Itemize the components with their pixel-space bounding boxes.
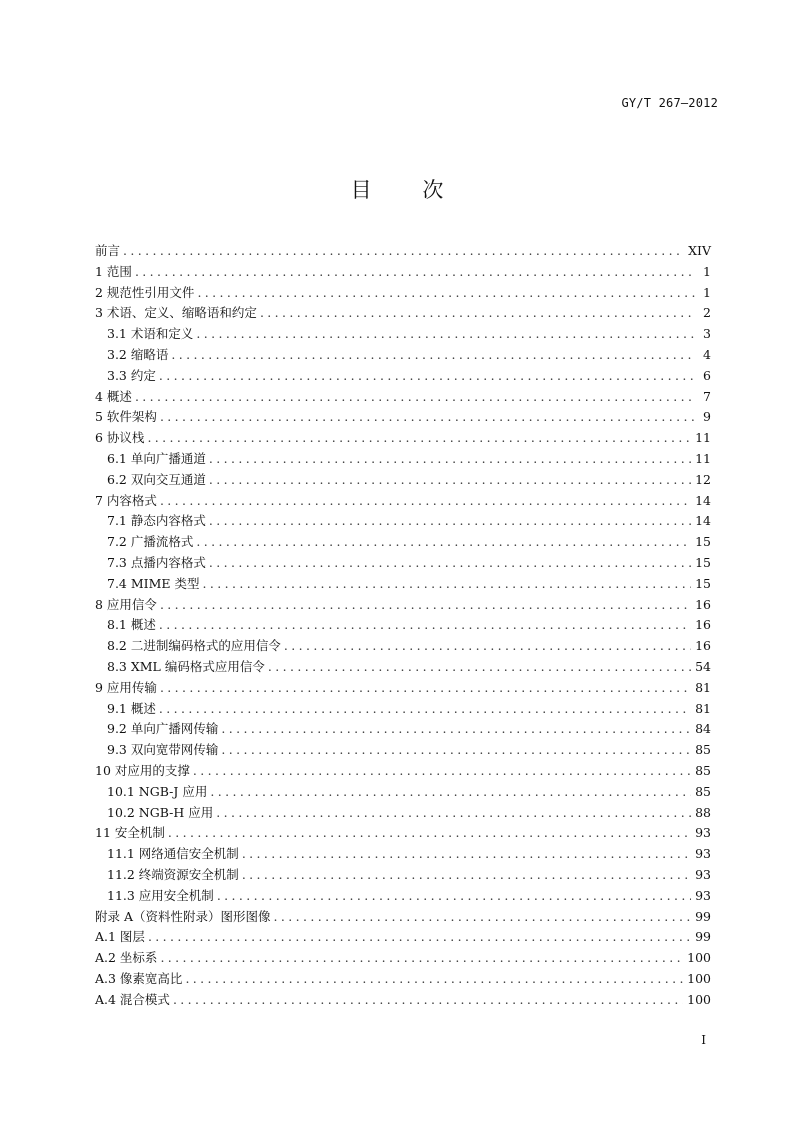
- toc-entry-label: 3.3 约定: [107, 367, 156, 383]
- toc-entry-page: 93: [695, 866, 711, 882]
- toc-entry-page: 84: [695, 721, 711, 737]
- toc-entry-page: 6: [703, 367, 711, 383]
- toc-leader-dots: [210, 784, 691, 799]
- toc-entry-page: 4: [703, 346, 711, 362]
- toc-entry[interactable]: [95, 428, 711, 449]
- toc-entry[interactable]: [95, 948, 711, 969]
- toc-leader-dots: [221, 742, 691, 757]
- toc-entry-label: 7.2 广播流格式: [107, 534, 194, 550]
- toc-entry-label: 8.2 二进制编码格式的应用信令: [107, 638, 281, 654]
- toc-entry-page: 54: [695, 658, 711, 674]
- toc-entry-page: 85: [695, 762, 711, 778]
- toc-entry-page: 11: [695, 450, 711, 466]
- toc-entry-label: 8.3 XML 编码格式应用信令: [107, 658, 265, 674]
- toc-entry[interactable]: [95, 595, 711, 616]
- toc-leader-dots: [268, 659, 691, 674]
- toc-entry-page: 88: [695, 804, 711, 820]
- toc-entry-label: A.3 像素宽高比: [95, 970, 183, 986]
- toc-entry-page: 15: [695, 575, 711, 591]
- toc-entry[interactable]: [95, 969, 711, 990]
- toc-entry-label: 9.2 单向广播网传输: [107, 721, 219, 737]
- toc-entry[interactable]: [95, 823, 711, 844]
- page-number: I: [701, 1033, 706, 1047]
- toc-entry-label: 1 范围: [95, 263, 132, 279]
- toc-leader-dots: [159, 368, 695, 383]
- toc-entry-page: 85: [695, 783, 711, 799]
- toc-entry-label: 11.2 终端资源安全机制: [107, 866, 239, 882]
- toc-entry[interactable]: [95, 782, 711, 803]
- toc-leader-dots: [135, 264, 695, 279]
- toc-entry[interactable]: [95, 387, 711, 408]
- toc-entry-label: 3.2 缩略语: [107, 346, 169, 362]
- toc-entry[interactable]: [95, 719, 711, 740]
- toc-leader-dots: [160, 950, 683, 965]
- table-of-contents: [95, 241, 711, 1010]
- toc-leader-dots: [209, 451, 691, 466]
- toc-entry[interactable]: [95, 345, 711, 366]
- toc-entry[interactable]: [95, 886, 711, 907]
- toc-entry[interactable]: [95, 927, 711, 948]
- toc-leader-dots: [160, 597, 691, 612]
- toc-entry-label: 10 对应用的支撑: [95, 762, 190, 778]
- toc-entry-page: 2: [703, 305, 711, 321]
- toc-entry[interactable]: [95, 491, 711, 512]
- toc-leader-dots: [197, 285, 695, 300]
- toc-entry-page: 100: [687, 950, 711, 966]
- toc-entry[interactable]: [95, 283, 711, 304]
- toc-entry-page: 1: [703, 263, 711, 279]
- toc-entry-label: A.2 坐标系: [95, 950, 158, 966]
- toc-leader-dots: [203, 576, 692, 591]
- toc-entry-page: 11: [695, 430, 711, 446]
- toc-entry[interactable]: [95, 803, 711, 824]
- toc-entry-page: 81: [695, 700, 711, 716]
- toc-entry-page: 99: [695, 929, 711, 945]
- toc-entry[interactable]: [95, 241, 711, 262]
- toc-entry-page: 3: [703, 326, 711, 342]
- toc-entry-page: 100: [687, 970, 711, 986]
- toc-entry-label: 11.3 应用安全机制: [107, 887, 214, 903]
- toc-leader-dots: [168, 825, 691, 840]
- toc-entry-label: 3 术语、定义、缩略语和约定: [95, 305, 257, 321]
- title-char-1: 目: [350, 178, 372, 202]
- toc-entry[interactable]: [95, 553, 711, 574]
- toc-entry-label: 9.1 概述: [107, 700, 156, 716]
- toc-leader-dots: [242, 867, 691, 882]
- toc-entry-page: 14: [695, 513, 711, 529]
- toc-entry-label: 9.3 双向宽带网传输: [107, 742, 219, 758]
- toc-leader-dots: [135, 389, 695, 404]
- toc-entry-label: 附录 A（资料性附录）图形图像: [95, 908, 271, 924]
- toc-entry-label: 5 软件架构: [95, 409, 157, 425]
- toc-leader-dots: [284, 638, 691, 653]
- toc-entry-page: 12: [695, 471, 711, 487]
- toc-entry-page: 16: [695, 617, 711, 633]
- toc-leader-dots: [209, 513, 691, 528]
- toc-entry-label: 10.1 NGB-J 应用: [107, 783, 208, 799]
- toc-leader-dots: [160, 493, 691, 508]
- toc-leader-dots: [173, 992, 683, 1007]
- toc-leader-dots: [209, 472, 691, 487]
- toc-entry[interactable]: [95, 907, 711, 928]
- toc-entry-page: 100: [687, 991, 711, 1007]
- toc-entry[interactable]: [95, 511, 711, 532]
- toc-entry[interactable]: [95, 990, 711, 1011]
- toc-entry[interactable]: [95, 324, 711, 345]
- toc-entry-label: 8 应用信令: [95, 596, 157, 612]
- toc-leader-dots: [274, 909, 692, 924]
- toc-entry-page: 93: [695, 846, 711, 862]
- title-char-2: 次: [422, 178, 444, 202]
- toc-leader-dots: [216, 805, 691, 820]
- toc-entry-label: A.4 混合模式: [95, 991, 170, 1007]
- toc-leader-dots: [160, 409, 695, 424]
- toc-entry[interactable]: [95, 449, 711, 470]
- toc-leader-dots: [209, 555, 691, 570]
- toc-leader-dots: [159, 617, 691, 632]
- toc-entry-label: 11 安全机制: [95, 825, 165, 841]
- toc-entry-label: 6.2 双向交互通道: [107, 471, 206, 487]
- toc-entry-page: 15: [695, 554, 711, 570]
- toc-entry-label: 7.3 点播内容格式: [107, 554, 206, 570]
- toc-entry-label: 3.1 术语和定义: [107, 326, 194, 342]
- toc-leader-dots: [196, 534, 691, 549]
- toc-entry-page: 99: [695, 908, 711, 924]
- toc-entry-label: 8.1 概述: [107, 617, 156, 633]
- toc-entry[interactable]: [95, 366, 711, 387]
- toc-entry-label: 10.2 NGB-H 应用: [107, 804, 214, 820]
- toc-entry[interactable]: [95, 532, 711, 553]
- toc-leader-dots: [160, 680, 691, 695]
- toc-entry-page: 85: [695, 742, 711, 758]
- toc-entry-label: 7.4 MIME 类型: [107, 575, 200, 591]
- document-code: GY/T 267—2012: [621, 96, 718, 110]
- toc-entry-page: 14: [695, 492, 711, 508]
- toc-entry[interactable]: [95, 865, 711, 886]
- toc-leader-dots: [171, 347, 695, 362]
- toc-entry[interactable]: [95, 844, 711, 865]
- toc-leader-dots: [123, 243, 684, 258]
- toc-entry-page: 93: [695, 887, 711, 903]
- toc-entry-page: 16: [695, 638, 711, 654]
- toc-leader-dots: [159, 701, 691, 716]
- toc-leader-dots: [260, 305, 695, 320]
- toc-entry-label: 4 概述: [95, 388, 132, 404]
- toc-leader-dots: [148, 929, 691, 944]
- toc-leader-dots: [193, 763, 691, 778]
- toc-leader-dots: [217, 888, 691, 903]
- toc-entry-label: 前言: [95, 243, 121, 258]
- toc-entry-label: 9 应用传输: [95, 679, 157, 695]
- toc-entry[interactable]: [95, 470, 711, 491]
- toc-leader-dots: [185, 971, 683, 986]
- toc-entry-page: 1: [703, 284, 711, 300]
- toc-entry[interactable]: [95, 678, 711, 699]
- toc-entry[interactable]: [95, 262, 711, 283]
- toc-entry-page: 9: [703, 409, 711, 425]
- toc-entry-page: 15: [695, 534, 711, 550]
- toc-leader-dots: [242, 846, 691, 861]
- toc-entry-label: 6.1 单向广播通道: [107, 450, 206, 466]
- toc-entry[interactable]: [95, 615, 711, 636]
- toc-entry-page: 7: [703, 388, 711, 404]
- toc-entry[interactable]: [95, 303, 711, 324]
- toc-entry[interactable]: [95, 699, 711, 720]
- toc-leader-dots: [147, 430, 691, 445]
- toc-entry[interactable]: [95, 407, 711, 428]
- toc-entry-page: 81: [695, 679, 711, 695]
- toc-entry-page: 16: [695, 596, 711, 612]
- toc-entry-label: 7.1 静态内容格式: [107, 513, 206, 529]
- toc-entry-page: 93: [695, 825, 711, 841]
- toc-entry[interactable]: [95, 761, 711, 782]
- toc-entry-label: A.1 图层: [95, 929, 145, 945]
- toc-entry[interactable]: [95, 574, 711, 595]
- toc-entry[interactable]: [95, 740, 711, 761]
- toc-entry[interactable]: [95, 657, 711, 678]
- toc-entry-label: 11.1 网络通信安全机制: [107, 846, 239, 862]
- toc-entry-label: 7 内容格式: [95, 492, 157, 508]
- toc-leader-dots: [196, 326, 695, 341]
- toc-entry-label: 2 规范性引用文件: [95, 284, 195, 300]
- toc-entry-page: XIV: [688, 243, 711, 258]
- toc-entry[interactable]: [95, 636, 711, 657]
- toc-leader-dots: [221, 721, 691, 736]
- toc-entry-label: 6 协议栈: [95, 430, 145, 446]
- page-title: [0, 174, 794, 204]
